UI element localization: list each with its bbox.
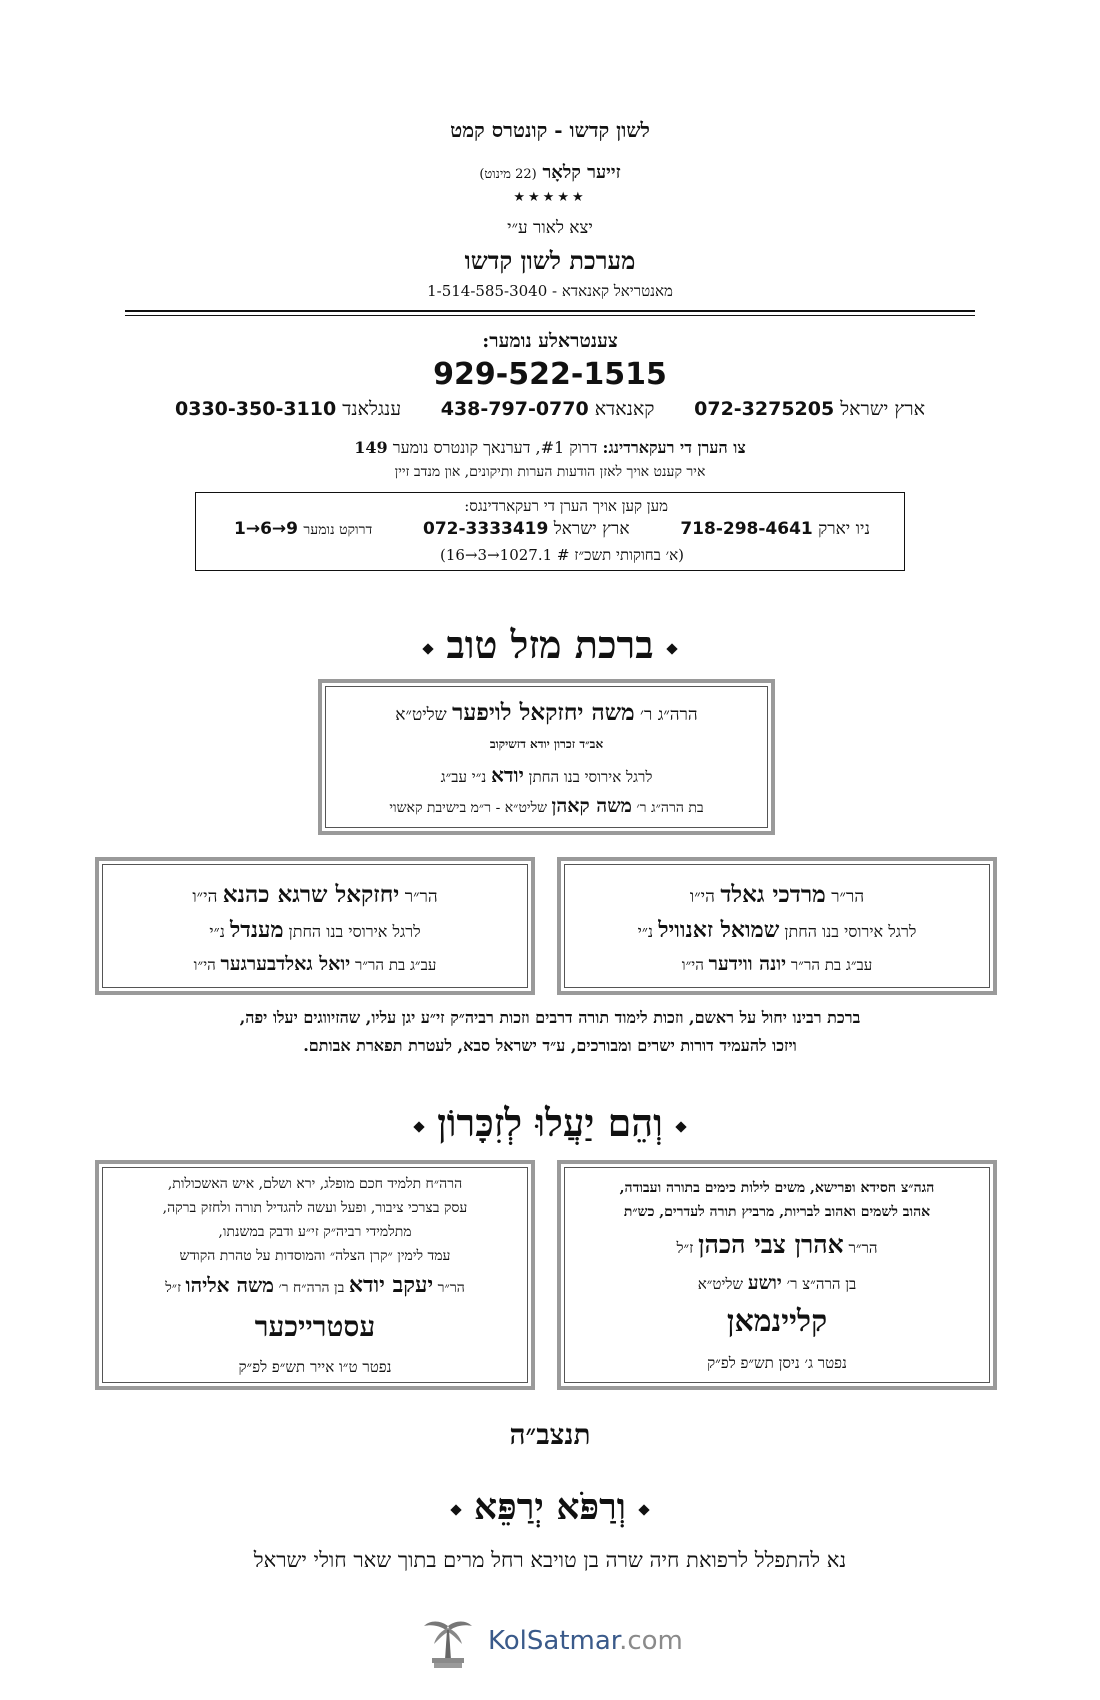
box-line: הגה״צ חסידא ופרישא, משים לילות כימים בתורה ועבודה, [619,1180,935,1196]
person-name: יונה ווידער [708,953,787,975]
person-name: שמואל זאנוויל [658,917,780,943]
palm-tree-icon [418,1616,478,1672]
phone-england [175,398,401,421]
subtitle-duration: (22 מינוט) [479,167,537,182]
name-suffix: נ״י עב״ג [440,768,487,786]
mazel-tov-title-text: ברכת מזל טוב [446,622,654,667]
person-name: יחזקאל שרגא כהנא [222,881,400,908]
recbox-title: מען קען אויך הערן די רעקארדינגס: [464,497,668,515]
box-line: אב״ד זכרון יודא דזשיקוב [489,737,604,751]
subtitle-name: זייער קלאָר [542,162,621,183]
name-prefix: הר״ר [437,1280,465,1296]
divider [125,310,975,312]
box-line [561,953,993,976]
box-line [561,917,993,943]
person-name: אהרן צבי הכהן [698,1230,844,1259]
recbox-press-label: דרוקט נומער [303,522,373,538]
person-name: יודא [491,763,524,787]
box-line [99,953,531,976]
brand-text [488,1626,683,1656]
memorial-box-right [557,1160,997,1390]
phone-place: ארץ ישראל [840,398,925,420]
name-suffix: הי״ו [689,887,715,907]
stars: ★★★★★ [513,190,587,205]
phone-number: 072-3275205 [694,398,835,420]
mazel-tov-box-left [95,857,535,995]
recordings-number: 149 [354,438,388,457]
phone-canada [441,398,655,421]
surname: קליינמאן [726,1304,828,1339]
box-line [99,1272,531,1298]
healing-title [0,1486,1100,1528]
header-title: לשון קדשו - קונטרס קמט [450,118,650,142]
box-line: עמד לימין ״קרן הצלה״ והמוסדות על טהרת הקודש [179,1248,451,1264]
recbox-numbers [196,519,904,539]
date-of-passing: נפטר ג׳ ניסן תש״פ לפ״ק [707,1354,847,1372]
diamond-icon [413,1121,424,1132]
box-line [322,763,771,788]
memorial-title [0,1100,1100,1146]
recbox-ny-label: ניו יארק [818,519,870,539]
diamond-icon [638,1504,649,1515]
name-suffix: שליט״א - ר״מ בישיבת קאשוי [389,800,548,816]
text-prefix: עב״ג בת הר״ר [354,956,437,974]
diamond-icon [423,643,434,654]
box-line: אהוב לשמים ואהוב לבריות, מרביץ תורה לעדרים, כש״ת [623,1204,931,1220]
person-name: יואל גאלדבערגער [220,953,351,975]
name-suffix: הי״ו [193,956,216,974]
recordings-box [195,492,905,571]
memorial-box-left [95,1160,535,1390]
mazel-tov-box-right [557,857,997,995]
blessing-line: ויזכו להעמיד דורות ישרים ומבורכים, ע״ד ישראל סבא, לעטרת תפארת אבותם. [303,1036,797,1055]
diamond-icon [450,1504,461,1515]
text-prefix: בן הרה״צ ר׳ [786,1275,857,1293]
recbox-note: (א׳ בחוקותי תשכ״ז # 1027.1→3→16) [440,546,684,564]
name-prefix: הר״ר [848,1239,878,1257]
box-line [322,795,771,818]
name-suffix: נ״י [209,922,225,941]
org-name: מערכת לשון קדשו [464,246,636,275]
box-line [561,1272,993,1295]
surname: עסטרייכער [254,1310,376,1343]
date-of-passing: נפטר ט״ו אייר תש״פ לפ״ק [238,1358,392,1376]
box-line [99,881,531,908]
name-suffix: נ״י [637,922,654,941]
name-suffix: ז״ל [676,1239,694,1257]
healing-title-text: וְרַפֹּא יְרַפֵּא [474,1486,626,1528]
box-line [322,699,771,726]
person-name: יושע [747,1272,782,1294]
recbox-il-label: ארץ ישראל [553,519,630,539]
header-subtitle [0,162,1100,183]
recordings-label: צו הערן די רעקארדינג: [602,438,746,457]
person-name: יעקב יודא [348,1272,434,1298]
blessing-line: ברכת רבינו יחול על ראשם, וזכות לימוד תורה דרבים וזכות רביה״ק זי״ע יגן עליו, שהזיווגים יעלו יפה, [239,1008,861,1027]
mazel-tov-box-top [318,679,775,835]
person-name: משה אליהו [185,1273,274,1297]
recbox-ny-number: 718-298-4641 [680,519,813,539]
phone-place: ענגלאנד [342,398,402,420]
phone-number: 438-797-0770 [440,398,589,420]
blessing-text [150,1004,950,1060]
location-phone: מאנטריאל קאנאדא - 1-514-585-3040 [427,282,673,300]
brand-name: KolSatmar [488,1626,620,1656]
name-prefix: הרה״ג ר׳ [640,705,698,725]
published-by: יצא לאור ע״י [507,218,593,238]
box-line: מתלמידי רביה״ק זי״ע ודבק במשנתו, [218,1224,412,1240]
kolsatmar-logo [418,1616,683,1672]
person-name: משה יחזקאל לויפער [452,699,635,726]
box-line: עסק בצרכי ציבור, ופעל ועשה להגדיל תורה ולחזק ברקה, [162,1200,468,1216]
name-prefix: הר״ר [831,887,865,907]
text-prefix: עב״ג בת הר״ר [790,956,873,974]
diamond-icon [675,1121,686,1132]
box-line [99,917,531,943]
text-prefix: לרגל אירוסי בנו החתן [784,922,917,941]
tnzbh: תנצב״ה [509,1418,591,1451]
person-name: משה קאהן [551,795,632,817]
mazel-tov-title [0,622,1100,668]
person-name: מענדל [230,917,284,943]
feedback-line: איר קענט אויך לאזן הודעות הערות ותיקונים, און מנדב זיין [394,464,706,480]
recbox-press-number: 1→6→9 [234,519,298,539]
name-suffix: ז״ל [165,1280,181,1296]
recbox-press [234,519,372,539]
name-suffix: הי״ו [192,887,218,907]
recordings-text: דרוק #1, דערנאך קונטרס נומער [392,438,598,457]
text-mid: בן הרה״ח ר׳ [278,1280,345,1296]
memorial-title-text: וְהֵם יַעֲלוּ לְזִכָּרוֹן [437,1100,663,1145]
text-prefix: בת הרה״ג ר׳ [636,800,704,816]
name-prefix: הר״ר [404,887,438,907]
recordings-line [0,438,1100,458]
text-prefix: לרגל אירוסי בנו החתן [288,922,421,941]
central-label: צענטראלע נומער: [482,330,618,352]
central-number: 929-522-1515 [433,357,667,392]
person-name: מרדכי גאלד [720,881,826,908]
diamond-icon [666,643,677,654]
box-line [561,881,993,908]
box-line: הרה״ח תלמיד חכם מופלג, ירא ושלם, איש האשכולות, [167,1176,463,1192]
recbox-il-number: 072-3333419 [423,519,549,539]
phone-israel [694,398,925,421]
name-suffix: שליט״א [697,1275,744,1293]
healing-text: נא להתפלל לרפואת חיה שרה בן טויבא רחל מרים בתוך שאר חולי ישראל [253,1548,847,1572]
divider [125,315,975,316]
text-prefix: לרגל אירוסי בנו החתן [528,768,653,786]
name-suffix: הי״ו [681,956,704,974]
recbox-il [423,519,630,539]
phone-list [175,398,925,421]
phone-number: 0330-350-3110 [175,398,337,420]
name-suffix: שליט״א [395,705,447,725]
phone-place: קאנאדא [594,398,655,420]
recbox-ny [680,519,870,539]
brand-domain: .com [619,1626,683,1656]
box-line [561,1230,993,1260]
